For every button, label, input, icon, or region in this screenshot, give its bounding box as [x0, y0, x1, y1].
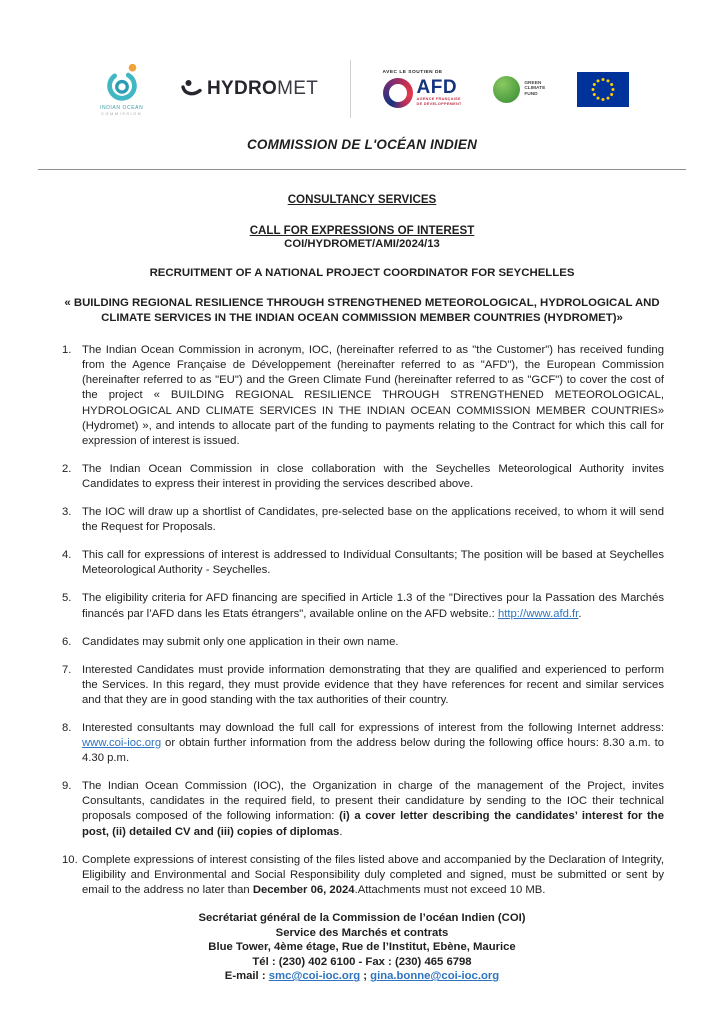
item-number: 5.: [62, 592, 72, 605]
coi-website-link[interactable]: www.coi-ioc.org: [82, 737, 162, 750]
logo-divider: [350, 60, 351, 118]
reference-number: COI/HYDROMET/AMI/2024/13: [284, 238, 440, 250]
item-text: [82, 721, 664, 766]
afd-subline1: AGENCE FRANÇAISE: [416, 97, 461, 102]
footer: [0, 911, 724, 984]
afd-subline2: DE DÉVELOPPEMENT: [416, 102, 462, 106]
item-number: 10.: [62, 853, 78, 866]
afd-acronym: AFD: [416, 77, 458, 99]
gcf-label-line1: GREEN: [524, 80, 542, 86]
doc-type-heading: CONSULTANCY SERVICES: [287, 193, 437, 206]
item-text: [82, 779, 664, 839]
gcf-globe-icon: [493, 76, 520, 103]
email-link-gina[interactable]: gina.bonne@coi-ioc.org: [370, 970, 500, 983]
item-text-span: The IOC will draw up a shortlist of Candidates, pre-selected base on the applications received, to whom it will send the Request for Proposals.: [82, 506, 664, 534]
org-title: COMMISSION DE L'OCÉAN INDIEN: [246, 137, 478, 152]
list-item-8: [62, 721, 664, 766]
afd-ring-icon: [383, 78, 413, 108]
list-item-6: [62, 635, 664, 650]
list-item-9: [62, 779, 664, 839]
hydromet-light-part: MET: [277, 78, 319, 99]
item-text-span: .Attachments must not exceed 10 MB.: [354, 883, 546, 896]
item-text: [82, 548, 664, 578]
coi-logo: [100, 62, 143, 116]
footer-address: Blue Tower, 4ème étage, Rue de l’Institut, Ebène, Maurice: [208, 941, 516, 954]
logo-bar: [100, 0, 629, 122]
item-text-span: or obtain further information from the address below during the following office hours: 8.30 a.m. to 4.30 p.m.: [82, 737, 664, 765]
coi-label-line2: COMMISSION: [101, 112, 143, 116]
footer-email-separator: ;: [360, 970, 371, 983]
footer-email-line: [0, 969, 724, 984]
item-text: [82, 505, 664, 535]
item-number: 2.: [62, 462, 72, 475]
item-text-span: Complete expressions of interest consisting of the files listed above and accompanied by the Declaration of Integrity, Eligibility and Environmental and Social Responsibility duly completed and signed, must be submitted or sent by email to the address no later than: [82, 853, 664, 896]
item-number: 7.: [62, 663, 72, 676]
footer-telfax: Tél : (230) 402 6100 - Fax : (230) 465 6798: [252, 955, 472, 968]
item-text: [82, 591, 664, 621]
item-text-span: The eligibility criteria for AFD financing are specified in Article 1.3 of the "Directives pour la Passation des Marchés financés par l’AFD dans les Etats étrangers", available online on the AFD website.:: [82, 592, 664, 620]
gcf-label-line2: CLIMATE: [524, 86, 546, 92]
list-item-2: [62, 462, 664, 492]
item-text: [82, 853, 664, 898]
item-text: [82, 663, 664, 708]
coi-spiral-icon: [101, 62, 143, 104]
eu-flag-icon: [577, 72, 629, 107]
item-text: [82, 635, 664, 650]
item-text: [82, 343, 664, 449]
project-title: « BUILDING REGIONAL RESILIENCE THROUGH STRENGTHENED METEOROLOGICAL, HYDROLOGICAL AND CLIMATE SERVICES IN THE INDIAN OCEAN COMMISSION MEMBER COUNTRIES (HYDROMET)»: [64, 297, 660, 324]
item-number: 1.: [62, 344, 72, 357]
item-text-span: The Indian Ocean Commission in close collaboration with the Seychelles Meteorological Authority invites Candidates to express their interest in providing the services described above.: [82, 462, 664, 490]
item-number: 4.: [62, 549, 72, 562]
afd-tagline: AVEC LE SOUTIEN DE: [382, 70, 443, 75]
list-item-1: [62, 343, 664, 449]
item-text: [82, 462, 664, 492]
item-number: 3.: [62, 506, 72, 519]
separator-line: [38, 169, 686, 170]
item-text-span: This call for expressions of interest is addressed to Individual Consultants; The position will be based at Seychelles Meteorological Authority - Seychelles.: [82, 549, 664, 577]
item-text-span: Candidates may submit only one application in their own name.: [82, 635, 399, 648]
item-text-span: .: [339, 825, 343, 838]
footer-service: Service des Marchés et contrats: [275, 926, 449, 939]
hydromet-swoosh-icon: [181, 78, 203, 100]
item-text-span: Interested consultants may download the full call for expressions of interest from the following Internet address:: [82, 721, 664, 734]
hydromet-wordmark: [207, 78, 318, 100]
item-number: 6.: [62, 635, 72, 648]
footer-org: Secrétariat général de la Commission de l’océan Indien (COI): [198, 911, 526, 924]
body-list: [62, 343, 664, 898]
item-number: 9.: [62, 780, 72, 793]
item-bold-span: December 06, 2024: [252, 883, 355, 896]
hydromet-bold-part: HYDRO: [207, 78, 278, 99]
list-item-4: [62, 548, 664, 578]
item-text-span: The Indian Ocean Commission (IOC), the Organization in charge of the management of the Project, invites Consultants, candidates in the required field, to present their candidature by sending to the IOC their technical proposals composed of the following information:: [82, 780, 664, 823]
gcf-label-line3: FUND: [524, 91, 538, 97]
afd-logo: [383, 70, 462, 108]
item-number: 8.: [62, 721, 72, 734]
list-item-10: [62, 853, 664, 898]
list-item-7: [62, 663, 664, 708]
item-text-span: Interested Candidates must provide information demonstrating that they are qualified and experienced to perform the Services. In this regard, they must provide evidence that they have references for recent and similar services and that they are in good standing with the tax authorities of their country.: [82, 663, 664, 706]
list-item-3: [62, 505, 664, 535]
list-item-5: [62, 591, 664, 621]
gcf-logo: [493, 76, 545, 103]
hydromet-logo: [181, 78, 318, 100]
item-bold-span: (i) a cover letter describing the candidates’ interest for the post, (ii) detailed CV and (iii) copies of diplomas: [82, 810, 664, 838]
coi-label-line1: INDIAN OCEAN: [100, 105, 144, 111]
afd-website-link[interactable]: http://www.afd.fr: [497, 607, 579, 620]
item-text-span: The Indian Ocean Commission in acronym, IOC, (hereinafter referred to as "the Customer") has received funding from the Agence Française de Développement (hereinafter referred to as "AFD"), the European Commission (hereinafter referred to as "EU") and the Green Climate Fund (hereinafter referred to as "GCF") to cover the cost of the project « BUILDING REGIONAL RESILIENCE THROUGH STRENGTHENED METEOROLOGICAL, HYDROLOGICAL AND CLIMATE SERVICES IN THE INDIAN OCEAN COMMISSION MEMBER COUNTRIES» (Hydromet) », and intends to allocate part of the funding to payments relating to the Contract for which this call for expression of interest is issued.: [82, 344, 664, 447]
recruitment-heading: RECRUITMENT OF A NATIONAL PROJECT COORDINATOR FOR SEYCHELLES: [149, 267, 575, 279]
footer-email-label: E-mail :: [224, 970, 269, 983]
email-link-smc[interactable]: smc@coi-ioc.org: [268, 970, 361, 983]
call-heading: CALL FOR EXPRESSIONS OF INTEREST: [249, 224, 475, 237]
item-text-span: .: [578, 607, 582, 620]
